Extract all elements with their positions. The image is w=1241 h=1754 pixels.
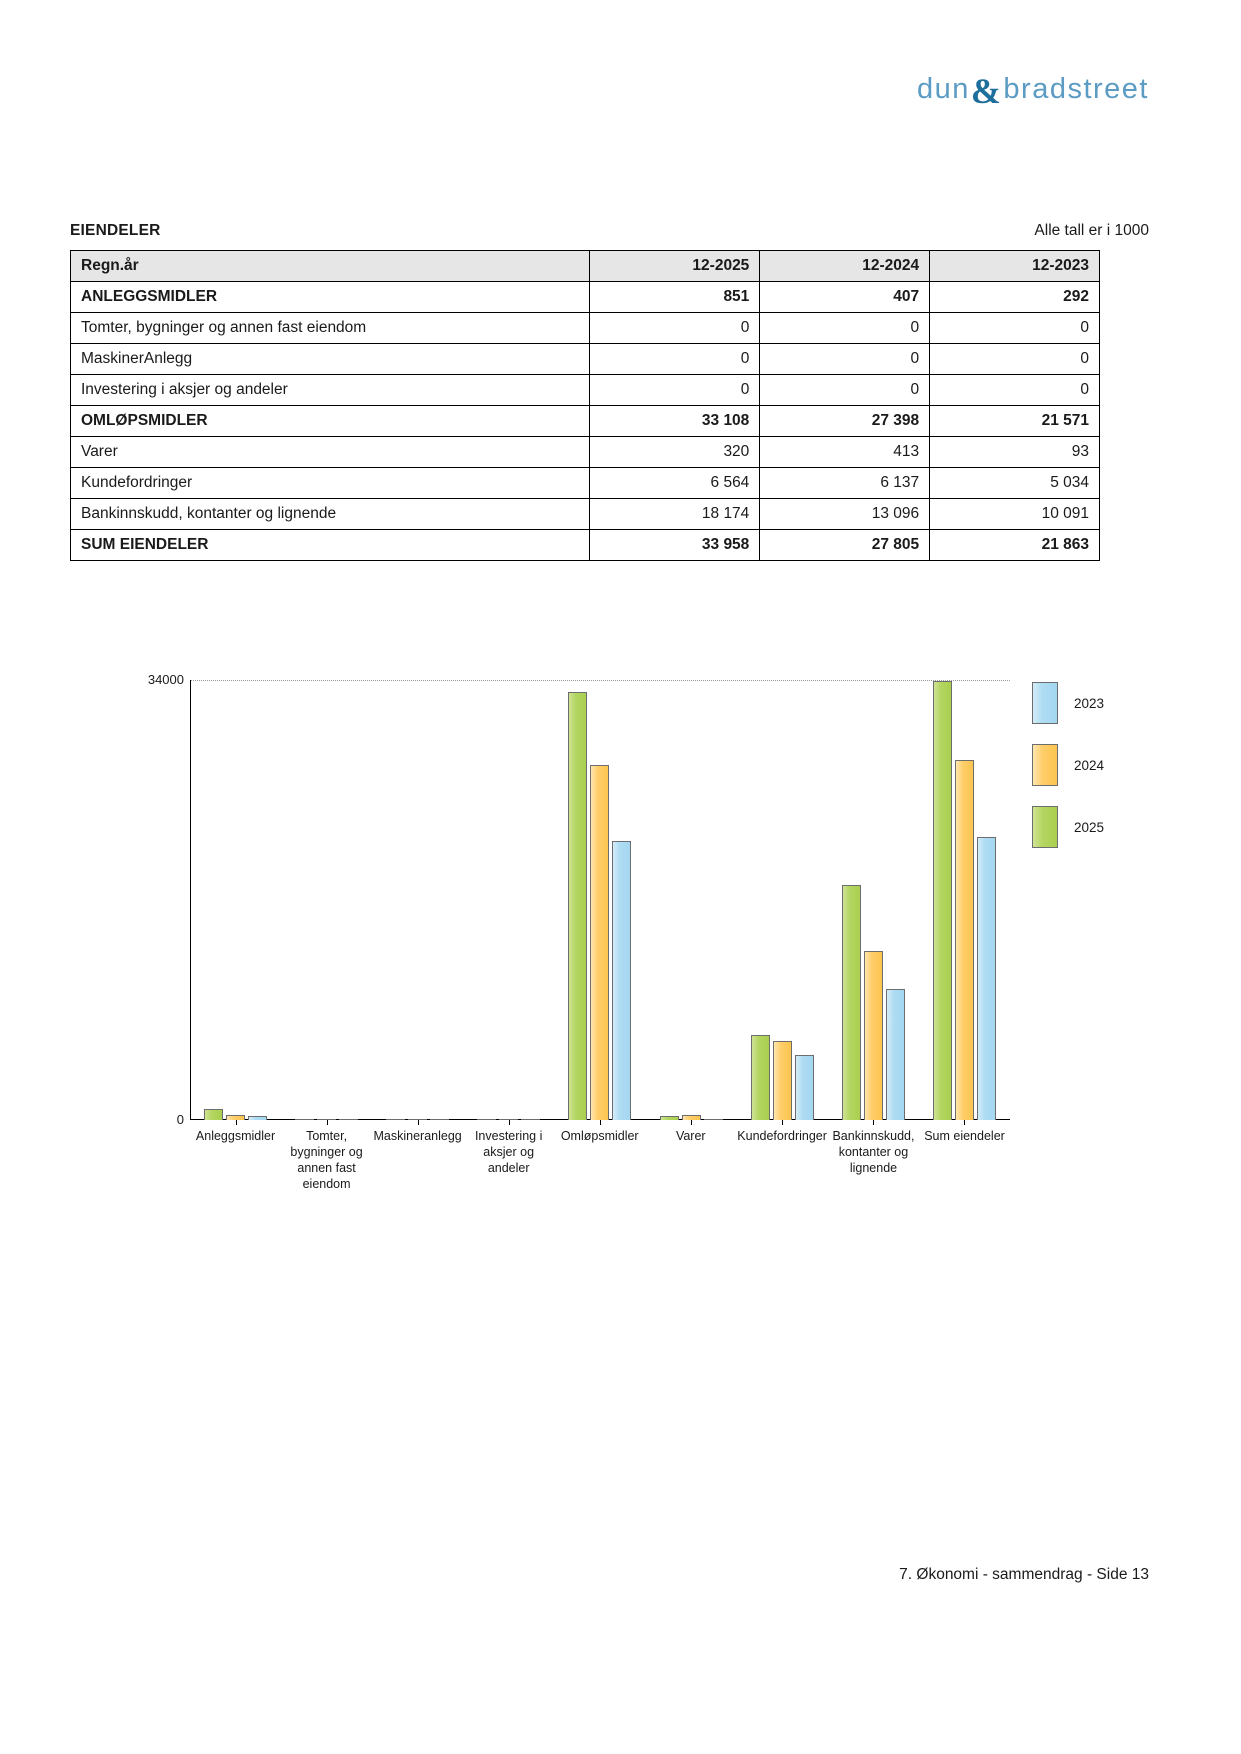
row-value-2023: 10 091: [930, 499, 1100, 530]
chart-bar-2024: [226, 1115, 245, 1120]
chart-category-label: Bankinnskudd, kontanter og lignende: [832, 1129, 915, 1175]
row-value-2024: 0: [760, 375, 930, 406]
chart-category-label: Maskineranlegg: [373, 1129, 462, 1143]
table-row: [71, 499, 1100, 530]
assets-table: [70, 250, 1100, 561]
chart-bar-2023: [339, 1119, 358, 1120]
legend-label-2023: 2023: [1074, 695, 1105, 711]
chart-bar-group: [372, 680, 463, 1120]
chart-bar-2023: [795, 1055, 814, 1120]
table-row: [71, 437, 1100, 468]
chart-bar-2025: [933, 681, 952, 1120]
row-value-2023: 0: [930, 375, 1100, 406]
row-value-2024: 413: [760, 437, 930, 468]
chart-bar-group: [828, 680, 919, 1120]
row-value-2023: 21 863: [930, 530, 1100, 561]
chart-bar-2023: [521, 1119, 540, 1120]
page-footer: 7. Økonomi - sammendrag - Side 13: [899, 1566, 1149, 1583]
y-axis-tick-max: 34000: [147, 672, 184, 687]
row-value-2024: 0: [760, 313, 930, 344]
chart-category-label: Investering i aksjer og andeler: [474, 1129, 543, 1175]
chart-bar-2025: [204, 1109, 223, 1120]
table-header-row: [71, 251, 1100, 282]
row-label: Kundefordringer: [71, 468, 590, 499]
row-label: MaskinerAnlegg: [71, 344, 590, 375]
row-label: Bankinnskudd, kontanter og lignende: [71, 499, 590, 530]
chart-bar-group: [463, 680, 554, 1120]
legend-label-2025: 2025: [1074, 819, 1105, 835]
row-value-2023: 21 571: [930, 406, 1100, 437]
row-value-2023: 0: [930, 344, 1100, 375]
chart-bar-2023: [430, 1119, 449, 1120]
row-value-2024: 27 398: [760, 406, 930, 437]
legend-swatch-2025: [1032, 806, 1058, 848]
legend-item-2024: [1032, 742, 1162, 788]
logo-text-dun: dun: [917, 72, 970, 105]
row-label: ANLEGGSMIDLER: [71, 282, 590, 313]
chart-bar-2023: [886, 989, 905, 1120]
row-value-2025: 320: [590, 437, 760, 468]
chart-bar-2025: [751, 1035, 770, 1120]
row-value-2024: 27 805: [760, 530, 930, 561]
row-value-2025: 33 958: [590, 530, 760, 561]
chart-bar-group: [190, 680, 281, 1120]
chart-bar-2024: [317, 1119, 336, 1120]
units-note: Alle tall er i 1000: [1034, 222, 1149, 239]
chart-legend: [1032, 680, 1162, 866]
chart-bar-2023: [248, 1116, 267, 1120]
row-value-2024: 13 096: [760, 499, 930, 530]
row-value-2025: 18 174: [590, 499, 760, 530]
column-header-2025: 12-2025: [590, 251, 760, 282]
row-label: OMLØPSMIDLER: [71, 406, 590, 437]
chart-bar-2025: [386, 1119, 405, 1120]
table-row: [71, 313, 1100, 344]
chart-bar-2024: [408, 1119, 427, 1120]
chart-category-label: Kundefordringer: [737, 1129, 827, 1143]
chart-bar-2023: [612, 841, 631, 1120]
table-row: [71, 468, 1100, 499]
chart-bar-2025: [568, 692, 587, 1120]
chart-bar-2023: [977, 837, 996, 1120]
row-value-2024: 6 137: [760, 468, 930, 499]
logo-ampersand-icon: &: [970, 71, 1003, 111]
table-row: [71, 375, 1100, 406]
row-value-2025: 0: [590, 313, 760, 344]
row-value-2023: 292: [930, 282, 1100, 313]
legend-item-2023: [1032, 680, 1162, 726]
chart-category-labels: [190, 1128, 1010, 1192]
row-value-2025: 851: [590, 282, 760, 313]
column-header-2023: 12-2023: [930, 251, 1100, 282]
assets-table-container: [70, 250, 1100, 561]
row-value-2025: 33 108: [590, 406, 760, 437]
chart-category-label: Tomter, bygninger og annen fast eiendom: [290, 1129, 363, 1191]
table-row: [71, 282, 1100, 313]
chart-bar-2024: [864, 951, 883, 1120]
chart-bar-groups: [190, 680, 1010, 1120]
row-value-2025: 6 564: [590, 468, 760, 499]
chart-bar-group: [737, 680, 828, 1120]
row-value-2024: 407: [760, 282, 930, 313]
chart-category-label: Omløpsmidler: [560, 1129, 639, 1143]
row-label: Varer: [71, 437, 590, 468]
row-label: Investering i aksjer og andeler: [71, 375, 590, 406]
logo-text-bradstreet: bradstreet: [1003, 72, 1149, 105]
chart-category-label: Sum eiendeler: [924, 1129, 1005, 1143]
chart-bar-group: [646, 680, 737, 1120]
legend-swatch-2024: [1032, 744, 1058, 786]
section-header: [70, 222, 1149, 240]
row-value-2023: 93: [930, 437, 1100, 468]
chart-bar-2025: [660, 1116, 679, 1120]
chart-bar-2025: [295, 1119, 314, 1120]
chart-bar-2023: [704, 1119, 723, 1120]
chart-bar-2024: [590, 765, 609, 1120]
row-value-2024: 0: [760, 344, 930, 375]
row-value-2025: 0: [590, 344, 760, 375]
legend-label-2024: 2024: [1074, 757, 1105, 773]
dun-bradstreet-logo: [917, 68, 1149, 110]
legend-swatch-2023: [1032, 682, 1058, 724]
row-label: SUM EIENDELER: [71, 530, 590, 561]
row-value-2023: 5 034: [930, 468, 1100, 499]
page-title: EIENDELER: [70, 222, 161, 239]
row-value-2025: 0: [590, 375, 760, 406]
chart-bar-2024: [955, 760, 974, 1120]
table-row: [71, 344, 1100, 375]
legend-item-2025: [1032, 804, 1162, 850]
column-header-year: Regn.år: [71, 251, 590, 282]
chart-bar-2024: [773, 1041, 792, 1120]
assets-bar-chart: [70, 660, 1140, 1220]
chart-bar-2025: [842, 885, 861, 1120]
row-value-2023: 0: [930, 313, 1100, 344]
chart-bar-group: [554, 680, 645, 1120]
chart-bar-group: [281, 680, 372, 1120]
chart-bar-group: [919, 680, 1010, 1120]
chart-bar-2024: [499, 1119, 518, 1120]
table-row: [71, 530, 1100, 561]
table-row: [71, 406, 1100, 437]
chart-category-label: Varer: [675, 1129, 706, 1143]
row-label: Tomter, bygninger og annen fast eiendom: [71, 313, 590, 344]
chart-bar-2024: [682, 1115, 701, 1120]
chart-bar-2025: [477, 1119, 496, 1120]
y-axis-tick-min: 0: [176, 1112, 184, 1127]
column-header-2024: 12-2024: [760, 251, 930, 282]
chart-category-label: Anleggsmidler: [195, 1129, 276, 1143]
